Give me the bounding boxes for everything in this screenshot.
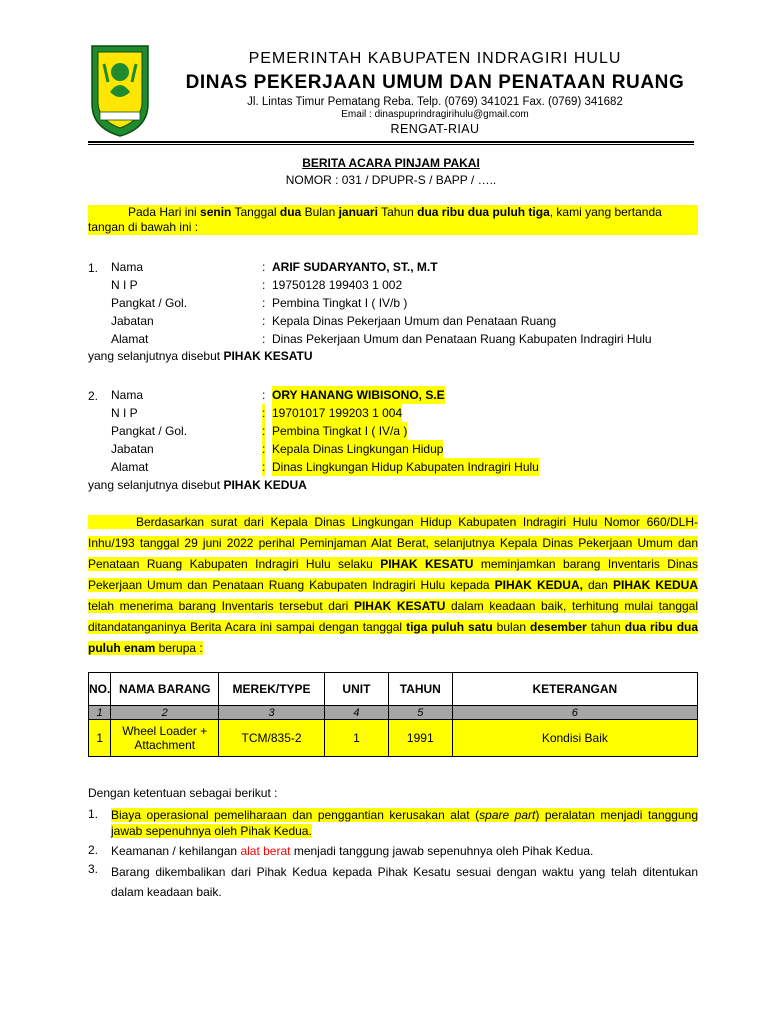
colon: : <box>262 460 266 474</box>
table-header-cell: KETERANGAN <box>452 673 697 706</box>
term-3-text: Barang dikembalikan dari Pihak Kedua kepada Pihak Kesatu sesuai dengan waktu yang telah ditentukan dalam keadaan baik. <box>111 865 698 899</box>
table-cell: 1991 <box>388 720 452 757</box>
party-1-reference: yang selanjutnya disebut PIHAK KESATU <box>88 349 313 363</box>
party-2-nama: ORY HANANG WIBISONO, S.E <box>272 388 445 402</box>
items-table <box>88 672 698 757</box>
terms-intro: Dengan ketentuan sebagai berikut : <box>88 786 278 800</box>
party-1-alamat: Dinas Pekerjaan Umum dan Penataan Ruang Kabupaten Indragiri Hulu <box>272 332 652 346</box>
colon: : <box>262 332 266 346</box>
table-cell: 1 <box>325 720 389 757</box>
label-nama: Nama <box>111 388 144 402</box>
party-1-nip: 19750128 199403 1 002 <box>272 278 403 292</box>
colon: : <box>262 296 266 310</box>
header-email: Email : dinaspuprindragirihulu@gmail.com <box>341 109 529 120</box>
term-2-number: 2. <box>88 843 99 857</box>
party-1-nama: ARIF SUDARYANTO, ST., M.T <box>272 260 438 274</box>
table-index-cell: 2 <box>111 706 219 720</box>
party-2-nip: 19701017 199203 1 004 <box>272 406 403 420</box>
table-header-cell: MEREK/TYPE <box>219 673 325 706</box>
table-row <box>89 720 698 757</box>
header-city: RENGAT-RIAU <box>390 122 480 136</box>
table-header-cell: NO. <box>89 673 111 706</box>
party-1-pangkat: Pembina Tingkat I ( IV/b ) <box>272 296 408 310</box>
table-index-cell: 5 <box>388 706 452 720</box>
party-2-jabatan: Kepala Dinas Lingkungan Hidup <box>272 442 444 456</box>
label-nip: N I P <box>111 278 138 292</box>
colon: : <box>262 388 266 402</box>
colon: : <box>262 406 266 420</box>
party-2-number: 2. <box>88 389 99 403</box>
regency-logo <box>88 42 152 138</box>
label-jabatan: Jabatan <box>111 314 154 328</box>
colon: : <box>262 260 266 274</box>
party-1-jabatan: Kepala Dinas Pekerjaan Umum dan Penataan Ruang <box>272 314 557 328</box>
label-jabatan: Jabatan <box>111 442 154 456</box>
term-1-text: Biaya operasional pemeliharaan dan penggantian kerusakan alat (spare part) peralatan menjadi tanggung jawab sepenuhnya oleh Pihak Kedua. <box>111 808 698 838</box>
table-header-cell: UNIT <box>325 673 389 706</box>
header-rule-thin <box>88 144 694 145</box>
table-cell: Kondisi Baik <box>452 720 697 757</box>
table-index-cell: 6 <box>452 706 697 720</box>
document-title: BERITA ACARA PINJAM PAKAI <box>302 156 480 170</box>
party-1-number: 1. <box>88 261 99 275</box>
header-agency: DINAS PEKERJAAN UMUM DAN PENATAAN RUANG <box>185 72 685 93</box>
label-pangkat: Pangkat / Gol. <box>111 424 188 438</box>
table-cell: TCM/835-2 <box>219 720 325 757</box>
table-header-cell: TAHUN <box>388 673 452 706</box>
colon: : <box>262 442 266 456</box>
party-2-reference: yang selanjutnya disebut PIHAK KEDUA <box>88 478 307 492</box>
term-1-number: 1. <box>88 807 99 821</box>
header-address: Jl. Lintas Timur Pematang Reba. Telp. (0769) 341021 Fax. (0769) 341682 <box>247 96 623 108</box>
colon: : <box>262 424 266 438</box>
body-paragraph: Berdasarkan surat dari Kepala Dinas Lingkungan Hidup Kabupaten Indragiri Hulu Nomor 660/DLH-Inhu/193 tanggal 29 juni 2022 perihal Peminjaman Alat Berat, selanjutnya Kepala Dinas Pekerjaan Umum dan Penataan Ruang Kabupaten Indragiri Hulu selaku PIHAK KESATU meminjamkan barang Inventaris Dinas Pekerjaan Umum dan Penataan Ruang Kabupaten Indragiri Hulu kepada PIHAK KEDUA, dan PIHAK KEDUA telah menerima barang Inventaris tersebut dari PIHAK KESATU dalam keadaan baik, terhitung mulai tanggal ditandatanganinya Berita Acara ini sampai dengan tanggal tiga puluh satu bulan desember tahun dua ribu dua puluh enam berupa : <box>88 515 699 655</box>
colon: : <box>262 278 266 292</box>
header-rule-thick <box>88 141 694 143</box>
label-alamat: Alamat <box>111 332 149 346</box>
label-nama: Nama <box>111 260 144 274</box>
label-nip: N I P <box>111 406 138 420</box>
party-2-pangkat: Pembina Tingkat I ( IV/a ) <box>272 424 408 438</box>
table-index-cell: 4 <box>325 706 389 720</box>
table-index-cell: 3 <box>219 706 325 720</box>
table-header-row <box>89 673 698 706</box>
intro-paragraph: Pada Hari ini senin Tanggal dua Bulan januari Tahun dua ribu dua puluh tiga, kami yang bertanda tangan di bawah ini : <box>88 205 698 235</box>
label-pangkat: Pangkat / Gol. <box>111 296 188 310</box>
document-number: NOMOR : 031 / DPUPR-S / BAPP / ….. <box>285 173 497 187</box>
table-index-cell: 1 <box>89 706 111 720</box>
table-index-row <box>89 706 698 720</box>
party-2-alamat: Dinas Lingkungan Hidup Kabupaten Indragiri Hulu <box>272 460 539 474</box>
term-2-text: Keamanan / kehilangan alat berat menjadi tanggung jawab sepenuhnya oleh Pihak Kedua. <box>111 844 594 858</box>
term-3-number: 3. <box>88 862 99 876</box>
colon: : <box>262 314 266 328</box>
table-header-cell: NAMA BARANG <box>111 673 219 706</box>
table-cell: Wheel Loader + Attachment <box>111 720 219 757</box>
table-cell: 1 <box>89 720 111 757</box>
header-government: PEMERINTAH KABUPATEN INDRAGIRI HULU <box>248 50 622 67</box>
label-alamat: Alamat <box>111 460 149 474</box>
